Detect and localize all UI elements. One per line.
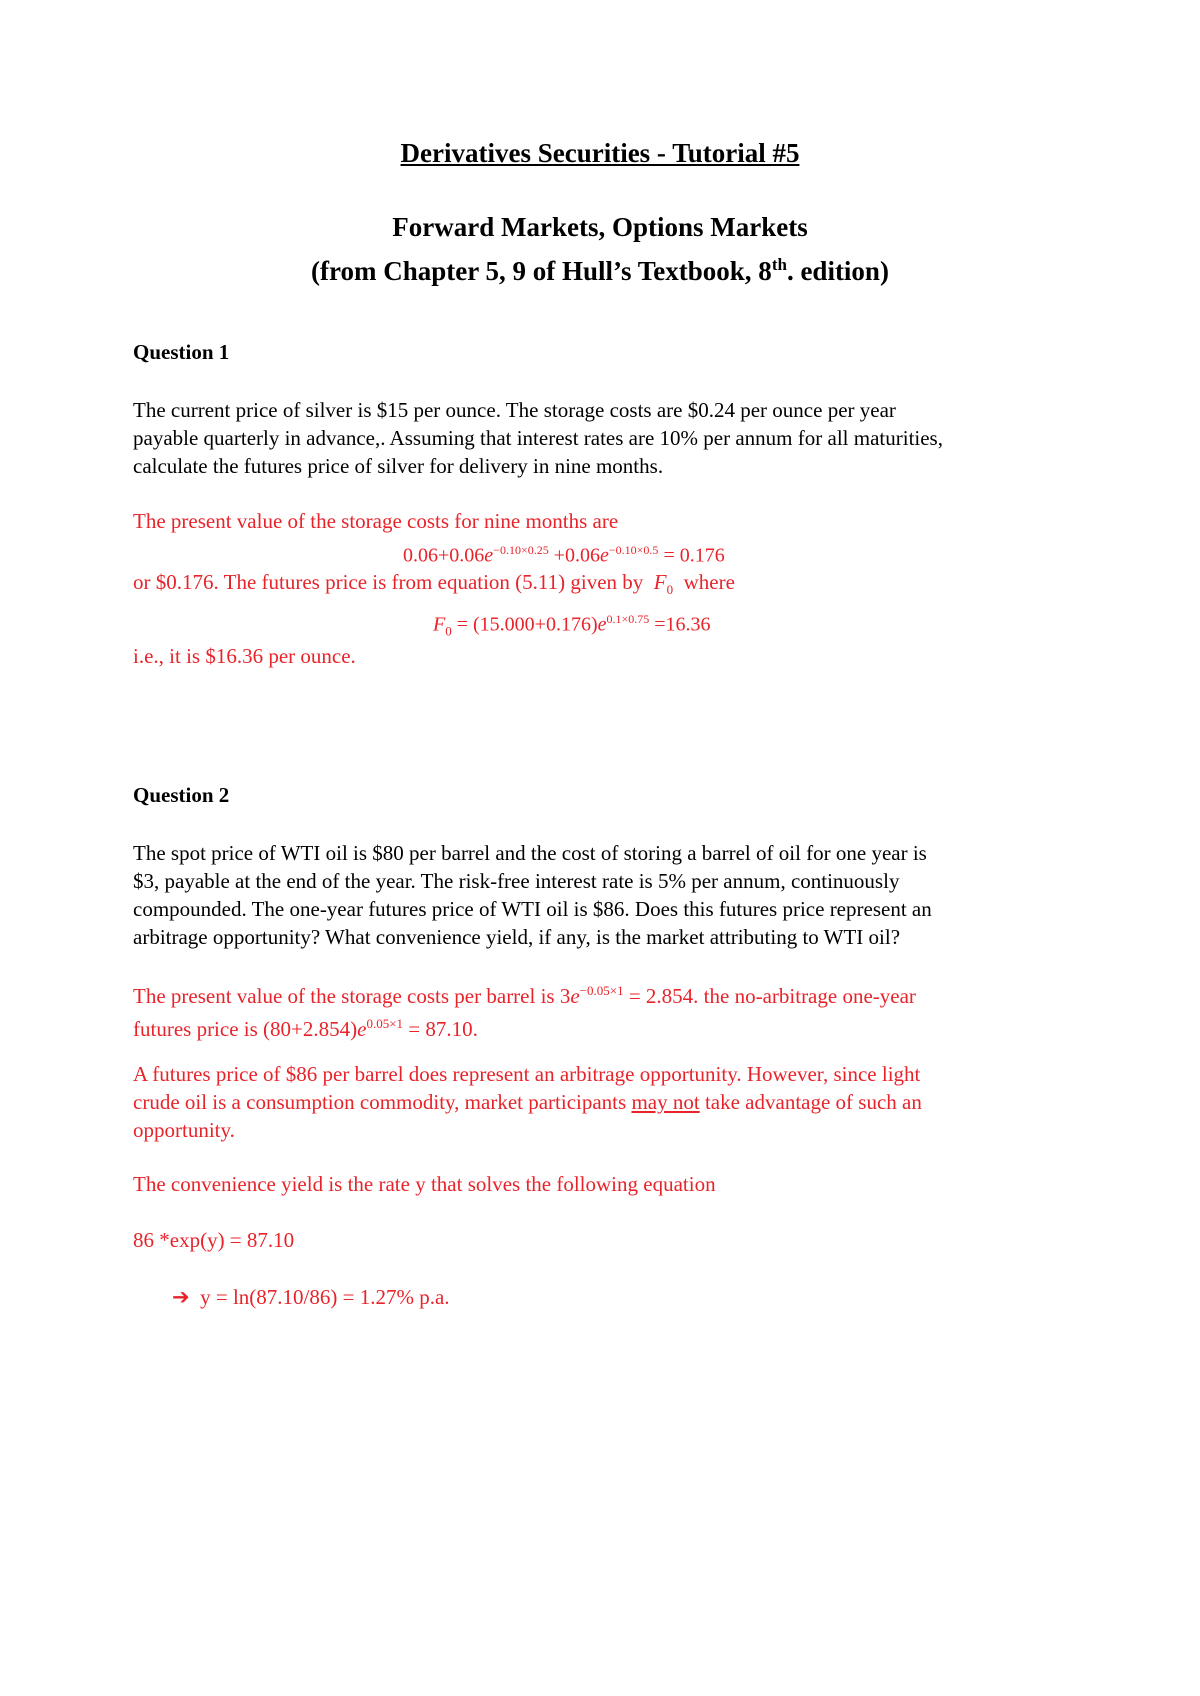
answer-1-intro: The present value of the storage costs for nine months are	[133, 509, 619, 533]
answer-1-equation-2: $F_0 = (15.000+0.176)e^{0.1\times 0.75} =16.36$	[433, 612, 711, 639]
answer-1-equation-1: $0.06+0.06e^{-0.10\times 0.25} +0.06e^{-0.10\times 0.5} = 0.176$	[403, 543, 725, 567]
answer-1-mid: or $0.176. The futures price is from equation (5.11) given by $F_0$ where	[133, 570, 735, 598]
answer-1-conclusion: i.e., it is $16.36 per ounce.	[133, 644, 356, 668]
answer-2-result: ➔ y = ln(87.10/86) = 1.27% p.a.	[172, 1285, 450, 1309]
question-1-text: The current price of silver is $15 per ounce. The storage costs are $0.24 per ounce per year payable quarterly in advance,. Assuming that interest rates are 10% per annum for all maturities, calculate the futures price of silver for delivery in nine months.	[133, 398, 943, 478]
document-title: Derivatives Securities - Tutorial #5	[400, 138, 800, 168]
answer-2-present-value: The present value of the storage costs per barrel is $3e^{-0.05\times 1} = 2.854$. the no-arbitrage one-year futures price is $(80+2.854)e^{0.05\times 1} = 87.10$.	[133, 983, 916, 1041]
answer-2-convenience-yield: The convenience yield is the rate y that solves the following equation	[133, 1172, 716, 1196]
document-subtitle-line1: Forward Markets, Options Markets	[392, 212, 808, 242]
answer-2-equation: 86 *exp(y) = 87.10	[133, 1228, 295, 1252]
document-subtitle-line2: (from Chapter 5, 9 of Hull’s Textbook, 8th. edition)	[311, 255, 889, 286]
answer-2-arbitrage: A futures price of $86 per barrel does represent an arbitrage opportunity. However, since light crude oil is a consumption commodity, market participants may not take advantage of such an opportunity.	[133, 1062, 922, 1142]
arrow-right-icon: ➔	[172, 1285, 190, 1309]
question-1-heading: Question 1	[133, 340, 230, 364]
question-2-text: The spot price of WTI oil is $80 per barrel and the cost of storing a barrel of oil for one year is $3, payable at the end of the year. The risk-free interest rate is 5% per annum, continuously compounded. The one-year futures price of WTI oil is $86. Does this futures price represent an arbitrage opportunity? What convenience yield, if any, is the market attributing to WTI oil?	[133, 841, 932, 949]
question-2-heading: Question 2	[133, 783, 230, 807]
